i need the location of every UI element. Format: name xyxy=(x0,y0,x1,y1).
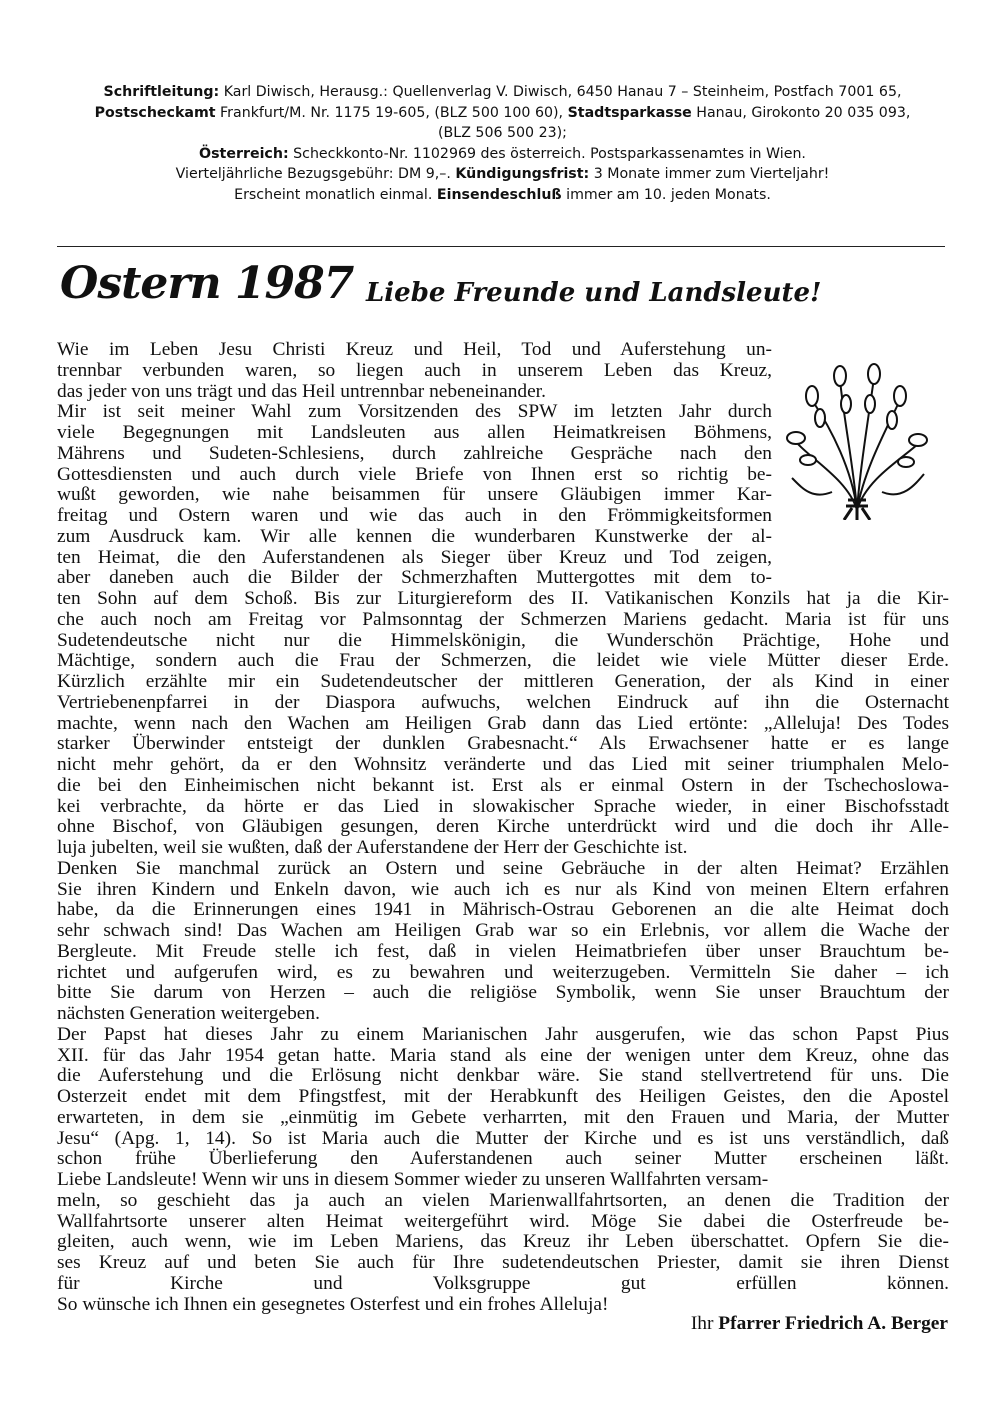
greeting: Liebe Freunde und Landsleute! xyxy=(366,278,822,308)
divider xyxy=(57,246,945,247)
label-kuendigungsfrist: Kündigungsfrist: xyxy=(455,166,590,182)
letter-line: für Kirche und Volksgruppe gut erfüllen können. xyxy=(57,1272,949,1294)
letter-line: schon frühe Überlieferung den Auferstandenen auch seiner Mutter erscheinen läßt. xyxy=(57,1148,949,1170)
letter-line: ten Heimat, die den Auferstandenen als Sieger über Kreuz und Tod zeigen, xyxy=(57,546,772,568)
letter-line: die bei den Einheimischen nicht bekannt ist. Erst als er einmal Ostern in der Tschechoslowa- xyxy=(57,774,949,796)
letter-line: viele Begegnungen mit Landsleuten aus allen Heimatkreisen Böhmens, xyxy=(57,422,772,443)
letter-line: Wie im Leben Jesu Christi Kreuz und Heil, Tod und Auferstehung un- xyxy=(57,339,772,360)
letter-line: Mir ist seit meiner Wahl zum Vorsitzenden des SPW im letzten Jahr durch xyxy=(57,401,772,423)
letter-line: Der Papst hat dieses Jahr zu einem Marianischen Jahr ausgerufen, wie das schon Papst Pius xyxy=(57,1023,949,1045)
letter-line: Mährens und Sudeten-Schlesiens, durch zahlreiche Gespräche nach den xyxy=(57,442,772,464)
letter-line: trennbar verbunden waren, so liegen auch in unserem Leben das Kreuz, xyxy=(57,359,772,381)
masthead-line-4 xyxy=(60,144,945,165)
masthead-line-5 xyxy=(60,164,945,185)
label-postscheckamt: Postscheckamt xyxy=(94,104,216,121)
letter-line: die Auferstehung und die Erlösung nicht denkbar wäre. Sie stand stellvertretend für uns. Die xyxy=(57,1065,949,1087)
letter-line: ohne Bischof, von Gläubigen gesungen, deren Kirche unterdrückt wird und die doch ihr Alle- xyxy=(57,816,949,838)
masthead-line-3 xyxy=(60,123,945,144)
signature-name: Pfarrer Friedrich A. Berger xyxy=(718,1313,948,1334)
letter-line: Osterzeit endet mit dem Pfingstfest, mit der Herabkunft des Heiligen Geistes, den die Apostel xyxy=(57,1086,949,1107)
masthead xyxy=(60,82,945,205)
letter-body xyxy=(57,340,949,1315)
headline xyxy=(60,258,960,318)
masthead-text: (BLZ 506 500 23); xyxy=(438,125,567,141)
letter-line: Jesu“ (Apg. 1, 14). So ist Maria auch die Mutter der Kirche und es ist uns verständlich, daß xyxy=(57,1127,949,1149)
letter-line: Liebe Landsleute! Wenn wir uns in diesem Sommer wieder zu unseren Wallfahrten versam- xyxy=(57,1169,769,1190)
page-title: Ostern 1987 xyxy=(60,258,354,309)
letter-line: zum Ausdruck kam. Wir alle kennen die wunderbaren Kunstwerke der al- xyxy=(57,525,772,547)
letter-line: Sudetendeutsche nicht nur die Himmelskönigin, die Wunderschön Prächtige, Hohe und xyxy=(57,629,949,651)
letter-line: luja jubelten, weil sie wußten, daß der Auferstandene der Herr der Geschichte ist. xyxy=(57,837,688,858)
signature-prefix: Ihr xyxy=(690,1313,719,1334)
letter-line: ses Kreuz auf und beten Sie auch für Ihre sudetendeutschen Priester, damit sie ihren Dienst xyxy=(57,1252,949,1273)
letter-line: sehr schwach sind! Das Wachen am Heiligen Grab war so ein Erlebnis, vor allem die Wache der xyxy=(57,920,949,941)
letter-line: nächsten Generation weitergeben. xyxy=(57,1003,320,1024)
masthead-text: 3 Monate immer zum Vierteljahr! xyxy=(589,166,830,182)
letter-line: meln, so geschieht das ja auch an vielen Marienwallfahrtsorten, an denen die Tradition der xyxy=(57,1189,949,1211)
masthead-text: Frankfurt/M. Nr. 1175 19-605, (BLZ 500 100 60), xyxy=(215,104,568,121)
letter-line: Bergleute. Mit Freude stelle ich fest, daß in vielen Heimatbriefen über unser Brauchtum be- xyxy=(57,940,949,962)
letter-line: freitag und Ostern waren und wie das auch in den Frömmigkeitsformen xyxy=(57,505,772,526)
letter-line: nicht mehr gehört, da er den Wohnsitz veränderte und das Lied mit seiner triumphalen Melo- xyxy=(57,754,949,775)
letter-line: starker Überwinder entsteigt der dunklen Grabesnacht.“ Als Erwachsener hatte er es lange xyxy=(57,733,949,755)
letter-line: Wallfahrtsorte unserer alten Heimat weitergeführt wird. Möge Sie dabei die Osterfreude be- xyxy=(57,1210,949,1232)
label-einsendeschluss: Einsendeschluß xyxy=(436,186,562,203)
letter-line: So wünsche ich Ihnen ein gesegnetes Osterfest und ein frohes Alleluja! xyxy=(57,1293,609,1315)
letter-line: richtet und aufgerufen wird, es zu bewahren und weiterzugeben. Vermitteln Sie daher – ich xyxy=(57,961,949,983)
letter-line: Vertriebenenpfarrei in der Diaspora aufwuchs, welchen Eindruck auf ihn die Osternacht xyxy=(57,691,949,713)
masthead-line-2 xyxy=(60,103,945,124)
masthead-text: Hanau, Girokonto 20 035 093, xyxy=(691,104,911,121)
letter-line: erwarteten, in dem sie „einmütig im Gebete verharrten, mit den Frauen und Maria, der Mutter xyxy=(57,1106,949,1128)
letter-line: das jeder von uns trägt und das Heil untrennbar nebeneinander. xyxy=(57,380,546,402)
letter-line: bitte Sie darum von Herzen – auch die religiöse Symbolik, wenn Sie unser Brauchtum der xyxy=(57,982,949,1004)
letter-line: kei verbrachte, da hörte er das Lied in slowakischer Sprache wieder, in einer Bischofsstadt xyxy=(57,795,949,817)
letter-line: habe, da die Erinnerungen eines 1941 in Mährisch-Ostrau Geborenen an die alte Heimat doch xyxy=(57,899,949,921)
letter-line: Mächtige, sondern auch die Frau der Schmerzen, die leidet wie viele Mütter dieser Erde. xyxy=(57,650,949,672)
masthead-text: immer am 10. jeden Monats. xyxy=(561,186,771,203)
letter-line: aber daneben auch die Bilder der Schmerzhaften Muttergottes mit dem to- xyxy=(57,567,772,589)
label-stadtsparkasse: Stadtsparkasse xyxy=(567,104,692,121)
signature xyxy=(691,1313,948,1335)
masthead-text: Karl Diwisch, Herausg.: Quellenverlag V. Diwisch, 6450 Hanau 7 – Steinheim, Postfach 7001 65, xyxy=(219,84,902,100)
masthead-text: Erscheint monatlich einmal. xyxy=(234,186,437,203)
letter-line: Gottesdiensten und auch durch viele Briefe von Ihnen erst so richtig be- xyxy=(57,463,772,485)
letter-line: wußt geworden, wie nahe beisammen für unsere Gläubigen immer Kar- xyxy=(57,484,772,506)
masthead-text: Vierteljährliche Bezugsgebühr: DM 9,–. xyxy=(175,166,456,182)
letter-line: Denken Sie manchmal zurück an Ostern und seine Gebräuche in der alten Heimat? Erzählen xyxy=(57,857,949,879)
masthead-text: Scheckkonto-Nr. 1102969 des österreich. Postsparkassenamtes in Wien. xyxy=(288,145,806,162)
masthead-line-6 xyxy=(60,185,945,206)
letter-line: Sie ihren Kindern und Enkeln davon, wie auch ich es nur als Kind von meinen Eltern erfahren xyxy=(57,878,949,900)
letter-line: ten Sohn auf dem Schoß. Bis zur Liturgiereform des II. Vatikanischen Konzils hat ja die Kir- xyxy=(57,588,949,609)
letter-line: che auch noch am Freitag vor Palmsonntag der Schmerzen Mariens gedacht. Maria ist für uns xyxy=(57,608,949,630)
letter-line: XII. für das Jahr 1954 getan hatte. Maria stand als eine der wenigen unter dem Kreuz, ohne das xyxy=(57,1044,949,1066)
letter-line: gleiten, auch wenn, wie im Leben Mariens, das Kreuz ihr Leben überschattet. Opfern Sie die- xyxy=(57,1231,949,1253)
masthead-line-1 xyxy=(60,82,945,103)
letter-line: machte, wenn nach den Wachen am Heiligen Grab dann das Lied ertönte: „Alleluja! Des Todes xyxy=(57,712,949,734)
letter-line: Kürzlich erzählte mir ein Sudetendeutscher der mittleren Generation, der als Kind in einer xyxy=(57,671,949,692)
label-schriftleitung: Schriftleitung: xyxy=(103,84,220,100)
label-oesterreich: Österreich: xyxy=(199,145,289,162)
